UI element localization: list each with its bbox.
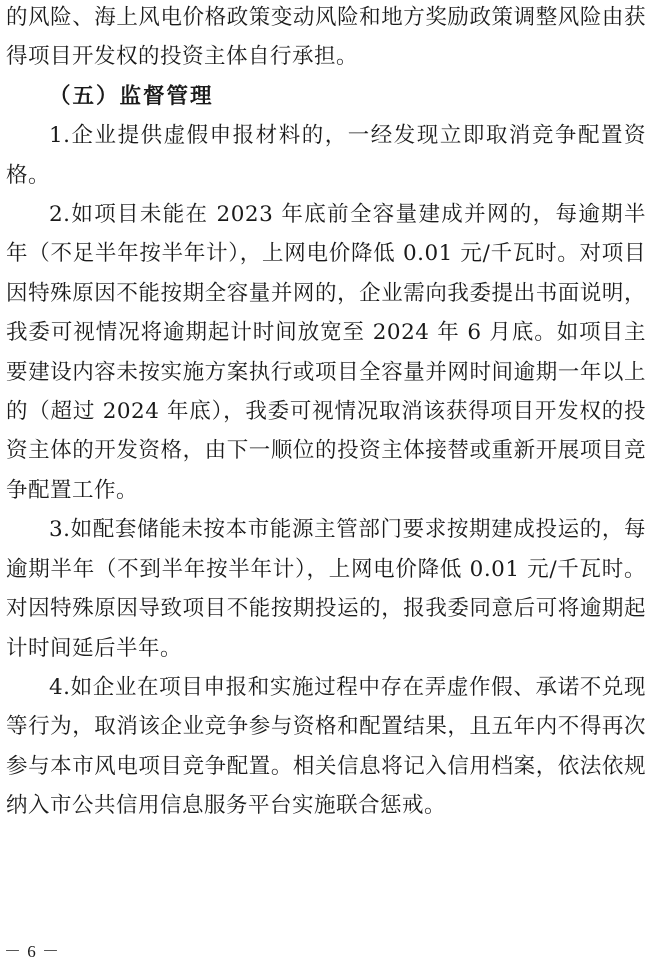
section-heading: （五）监督管理 bbox=[49, 83, 214, 109]
page-number: － 6 － bbox=[4, 942, 60, 961]
document-body bbox=[6, 0, 646, 826]
paragraph-item-4: 4.如企业在项目申报和实施过程中存在弄虚作假、承诺不兑现等行为，取消该企业竞争参与资格和配置结果，且五年内不得再次参与本市风电项目竞争配置。相关信息将记入信用档案，依法依规纳入市公共信用信息服务平台实施联合惩戒。 bbox=[6, 674, 646, 819]
paragraph-item-2: 2.如项目未能在 2023 年底前全容量建成并网的，每逾期半年（不足半年按半年计），上网电价降低 0.01 元/千瓦时。对项目因特殊原因不能按期全容量并网的，企业需向我委提出书面说明，我委可视情况将逾期起计时间放宽至 2024 年 6 月底。如项目主要建设内容未按实施方案执行或项目全容量并网时间逾期一年以上的（超过 2024 年底），我委可视情况取消该获得项目开发权的投资主体的开发资格，由下一顺位的投资主体接替或重新开展项目竞争配置工作。 bbox=[6, 202, 646, 503]
paragraph-continuation: 的风险、海上风电价格政策变动风险和地方奖励政策调整风险由获得项目开发权的投资主体自行承担。 bbox=[6, 5, 646, 70]
paragraph-item-1: 1.企业提供虚假申报材料的，一经发现立即取消竞争配置资格。 bbox=[6, 123, 646, 188]
paragraph-item-3: 3.如配套储能未按本市能源主管部门要求按期建成投运的，每逾期半年（不到半年按半年计），上网电价降低 0.01 元/千瓦时。对因特殊原因导致项目不能按期投运的，报我委同意后可将逾期起计时间延后半年。 bbox=[6, 517, 646, 661]
